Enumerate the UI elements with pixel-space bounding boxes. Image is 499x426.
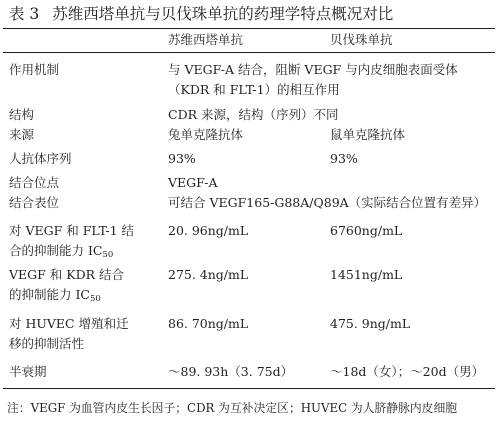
header-bevacizumab: 贝伐珠单抗 bbox=[330, 32, 393, 47]
row-label-huvec-line1: 对 HUVEC 增殖和迁 bbox=[9, 316, 129, 331]
table-number: 表 3 bbox=[9, 5, 40, 23]
table-title bbox=[0, 3, 499, 25]
mechanism-text-line2: （KDR 和 FLT-1）的相互作用 bbox=[168, 82, 340, 97]
top-rule bbox=[3, 28, 495, 29]
flt1-ic50-sovesitamab: 20. 96ng/mL bbox=[168, 223, 249, 238]
human-sequence-bevacizumab: 93% bbox=[330, 151, 358, 166]
bottom-rule bbox=[3, 388, 495, 389]
row-label-flt1-line2-text: 合的抑制能力 IC bbox=[9, 243, 103, 258]
row-label-flt1-line1: 对 VEGF 和 FLT-1 结 bbox=[9, 223, 135, 238]
row-label-huvec-line2: 移的抑制活性 bbox=[9, 336, 85, 351]
huvec-sovesitamab: 86. 70ng/mL bbox=[168, 316, 249, 331]
flt1-ic50-bevacizumab: 6760ng/mL bbox=[330, 223, 403, 238]
binding-site-text: VEGF-A bbox=[168, 175, 218, 190]
binding-epitope-text: 可结合 VEGF165-G88A/Q89A（实际结合位置有差异） bbox=[168, 195, 487, 210]
ic50-subscript: 50 bbox=[102, 250, 114, 260]
kdr-ic50-sovesitamab: 275. 4ng/mL bbox=[168, 267, 249, 282]
row-label-binding-site: 结合位点 bbox=[9, 175, 60, 190]
row-label-kdr-line2 bbox=[9, 285, 101, 304]
half-life-bevacizumab: ～18d（女）；～20d（男） bbox=[330, 364, 485, 379]
half-life-sovesitamab: ～89. 93h（3. 75d） bbox=[168, 364, 294, 379]
table-footnote: 注：VEGF 为血管内皮生长因子；CDR 为互补决定区；HUVEC 为人脐静脉内皮细胞 bbox=[7, 401, 458, 415]
row-label-structure: 结构 bbox=[9, 107, 35, 122]
row-label-half-life: 半衰期 bbox=[9, 364, 47, 379]
row-label-flt1-line2 bbox=[9, 241, 113, 260]
source-bevacizumab: 鼠单克隆抗体 bbox=[330, 127, 406, 142]
ic50-subscript: 50 bbox=[89, 294, 101, 304]
header-rule bbox=[3, 52, 495, 53]
row-label-source: 来源 bbox=[9, 127, 35, 142]
row-label-kdr-line1: VEGF 和 KDR 结合 bbox=[9, 267, 125, 282]
row-label-mechanism: 作用机制 bbox=[9, 62, 60, 77]
kdr-ic50-bevacizumab: 1451ng/mL bbox=[330, 267, 403, 282]
row-label-binding-epitope: 结合表位 bbox=[9, 195, 60, 210]
mechanism-text-line1: 与 VEGF-A 结合，阻断 VEGF 与内皮细胞表面受体 bbox=[168, 62, 458, 77]
human-sequence-sovesitamab: 93% bbox=[168, 151, 196, 166]
header-sovesitamab: 苏维西塔单抗 bbox=[168, 32, 244, 47]
structure-text: CDR 来源，结构（序列）不同 bbox=[168, 107, 339, 122]
table-title-text: 苏维西塔单抗与贝伐珠单抗的药理学特点概况对比 bbox=[52, 5, 394, 23]
huvec-bevacizumab: 475. 9ng/mL bbox=[330, 316, 411, 331]
row-label-human-sequence: 人抗体序列 bbox=[9, 151, 72, 166]
source-sovesitamab: 兔单克隆抗体 bbox=[168, 127, 244, 142]
row-label-kdr-line2-text: 的抑制能力 IC bbox=[9, 287, 90, 302]
